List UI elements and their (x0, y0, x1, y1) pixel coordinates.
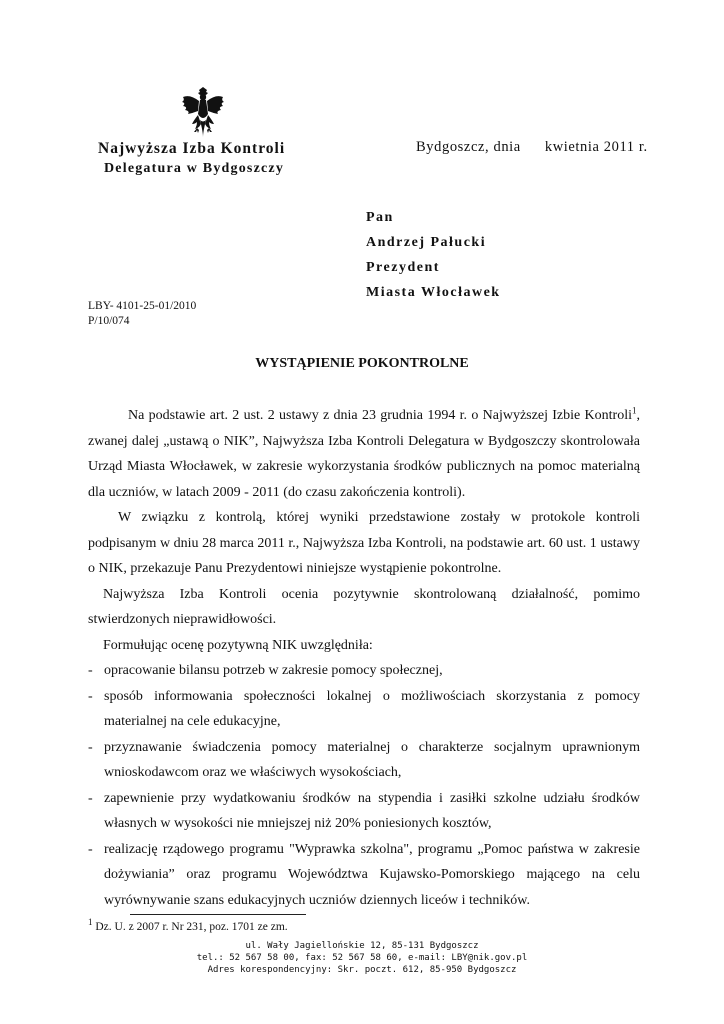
footnote-divider (130, 914, 306, 915)
footer-address: ul. Wały Jagiellońskie 12, 85-131 Bydgoszcz (245, 941, 479, 951)
footnote-text: Dz. U. z 2007 r. Nr 231, poz. 1701 ze zm. (92, 921, 288, 933)
page-footer (0, 940, 724, 976)
institution-branch: Delegatura w Bydgoszczy (104, 161, 285, 176)
addressee-line: Pan (366, 210, 394, 225)
footnote-marker: 1 (88, 917, 93, 928)
date-text: kwietnia 2011 r. (544, 139, 648, 155)
institution-name: Najwyższa Izba Kontroli (98, 140, 286, 157)
list-item: - sposób informowania społeczności lokalnej o możliwościach skorzystania z pomocy materialnej na cele edukacyjne, (88, 688, 640, 729)
list-item: - opracowanie bilansu potrzeb w zakresie pomocy społecznej, (88, 663, 443, 678)
document-title: WYSTĄPIENIE POKONTROLNE (255, 356, 469, 371)
footer-mailing-address: Adres korespondencyjny: Skr. poczt. 612, 85-950 Bydgoszcz (207, 965, 517, 975)
footnote (88, 917, 288, 933)
paragraph-criteria-intro: Formułując ocenę pozytywną NIK uwzględniła: (103, 637, 373, 653)
footnote-ref: 1 (632, 405, 637, 416)
paragraph-legal-basis: Na podstawie art. 2 ust. 2 ustawy z dnia 23 grudnia 1994 r. o Najwyższej Izbie Kontroli$^1$, zwanej dalej „ustawą o NIK”, Najwyższa Izba Kontroli Delegatura w Bydgoszczy skontrolowała Urząd Miasta Włocławek, w zakresie wykorzystania środków publicznych na pomoc materialną dla uczniów, w latach 2009 - 2011 (do czasu zakończenia kontroli). (88, 405, 640, 500)
city-label: Bydgoszcz, dnia (416, 139, 521, 155)
paragraph-protocol: W związku z kontrolą, której wyniki przedstawione zostały w protokole kontroli podpisanym w dniu 28 marca 2011 r., Najwyższa Izba Kontroli, na podstawie art. 60 ust. 1 ustawy o NIK, przekazuje Panu Prezydentowi niniejsze wystąpienie pokontrolne. (88, 510, 640, 576)
emblem-eagle-icon (180, 84, 226, 140)
reference-numbers (88, 299, 196, 329)
letter-body (88, 403, 640, 913)
addressee-line: Andrzej Pałucki (366, 235, 487, 250)
addressee-line: Miasta Włocławek (366, 285, 501, 300)
paragraph-assessment: Najwyższa Izba Kontroli ocenia pozytywnie skontrolowaną działalność, pomimo stwierdzonych nieprawidłowości. (88, 586, 640, 627)
list-item: - realizację rządowego programu "Wyprawka szkolna", programu „Pomoc państwa w zakresie dożywiania” oraz programu Województwa Kujawsko-Pomorskiego mającego na celu wyrównywanie szans edukacyjnych uczniów dziennych liceów i techników. (88, 841, 640, 908)
place-and-date (416, 139, 648, 156)
case-reference: LBY- 4101-25-01/2010 (88, 300, 197, 312)
addressee-line: Prezydent (366, 260, 440, 275)
addressee-block (366, 205, 501, 305)
list-item: - przyznawanie świadczenia pomocy materialnej o charakterze socjalnym uprawnionym wnioskodawcom oraz we właściwych wysokościach, (88, 739, 640, 780)
audit-reference: P/10/074 (88, 315, 130, 327)
list-item: - zapewnienie przy wydatkowaniu środków na stypendia i zasiłki szkolne udziału środków własnych w wysokości nie mniejszej niż 20% poniesionych kosztów, (88, 790, 640, 831)
footer-contact: tel.: 52 567 58 00, fax: 52 567 58 60, e-mail: LBY@nik.gov.pl (196, 953, 528, 963)
